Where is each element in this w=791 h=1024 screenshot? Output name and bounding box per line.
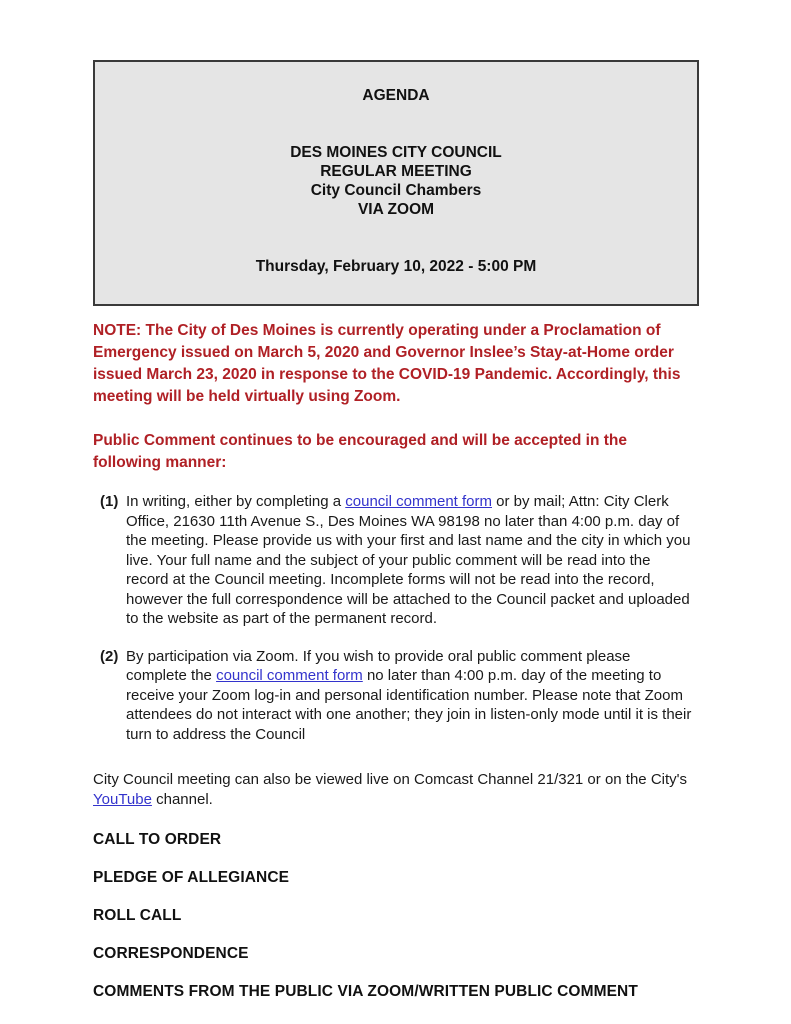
- agenda-title: AGENDA: [362, 87, 430, 104]
- text-before-link: In writing, either by completing a: [126, 493, 346, 510]
- meeting-datetime: Thursday, February 10, 2022 - 5:00 PM: [255, 258, 537, 275]
- emergency-note: NOTE: The City of Des Moines is currently operating under a Proclamation of Emergency issued on March 5, 2020 and Governor Inslee’s Stay-at-Home order issued March 23, 2020 in response to the COVID-19 Pandemic. Accordingly, this meeting will be held virtually using Zoom.: [93, 322, 681, 405]
- meeting-type: REGULAR MEETING: [320, 163, 472, 180]
- council-comment-form-link-zoom[interactable]: council comment form: [216, 667, 363, 684]
- comment-method-zoom-text: [126, 647, 699, 745]
- viewing-info: [93, 770, 699, 809]
- youtube-link[interactable]: YouTube: [93, 790, 152, 808]
- section-heading-correspondence: CORRESPONDENCE: [93, 945, 249, 962]
- text-after-link: or by mail; Attn: City Clerk Office, 21630 11th Avenue S., Des Moines WA 98198 no later than 4:00 p.m. day of the meeting. Please provide us with your first and last name and the city in which you live. Your full name and the subject of your public comment will be read into the record at the Council meeting. Incomplete forms will not be read into the record, however the full correspondence will be attached to the Council packet and uploaded to the website as part of the permanent record.: [126, 493, 691, 627]
- item-number: (2): [100, 647, 119, 665]
- section-heading-pledge-of-allegiance: PLEDGE OF ALLEGIANCE: [93, 869, 290, 886]
- comment-method-writing-text: [126, 492, 699, 629]
- text-before-link: City Council meeting can also be viewed live on Comcast Channel 21/321 or on the City's: [93, 771, 688, 788]
- section-heading-public-comments: COMMENTS FROM THE PUBLIC VIA ZOOM/WRITTEN PUBLIC COMMENT: [93, 983, 638, 1000]
- section-heading-call-to-order: CALL TO ORDER: [93, 831, 222, 848]
- comment-method-zoom: [93, 647, 699, 745]
- public-comment-intro: Public Comment continues to be encouraged and will be accepted in the following manner:: [93, 432, 627, 471]
- council-comment-form-link-writing[interactable]: council comment form: [345, 493, 492, 510]
- document-content: [93, 60, 699, 999]
- meeting-medium: VIA ZOOM: [357, 201, 435, 218]
- text-after-link: no later than 4:00 p.m. day of the meeting to receive your Zoom log-in and personal identification number. Please note that Zoom attendees do not interact with one another; they join in listen-only mode until it is their turn to address the Council: [126, 667, 692, 743]
- agenda-header-box: [93, 60, 699, 306]
- item-number: (1): [100, 493, 119, 510]
- council-name: DES MOINES CITY COUNCIL: [290, 144, 502, 161]
- comment-method-writing: [93, 492, 699, 629]
- section-heading-roll-call: ROLL CALL: [93, 907, 182, 924]
- meeting-location: City Council Chambers: [310, 182, 482, 199]
- text-after-link: channel.: [151, 790, 213, 808]
- text-before-link: By participation via Zoom. If you wish to provide oral public comment please complete the: [126, 647, 631, 684]
